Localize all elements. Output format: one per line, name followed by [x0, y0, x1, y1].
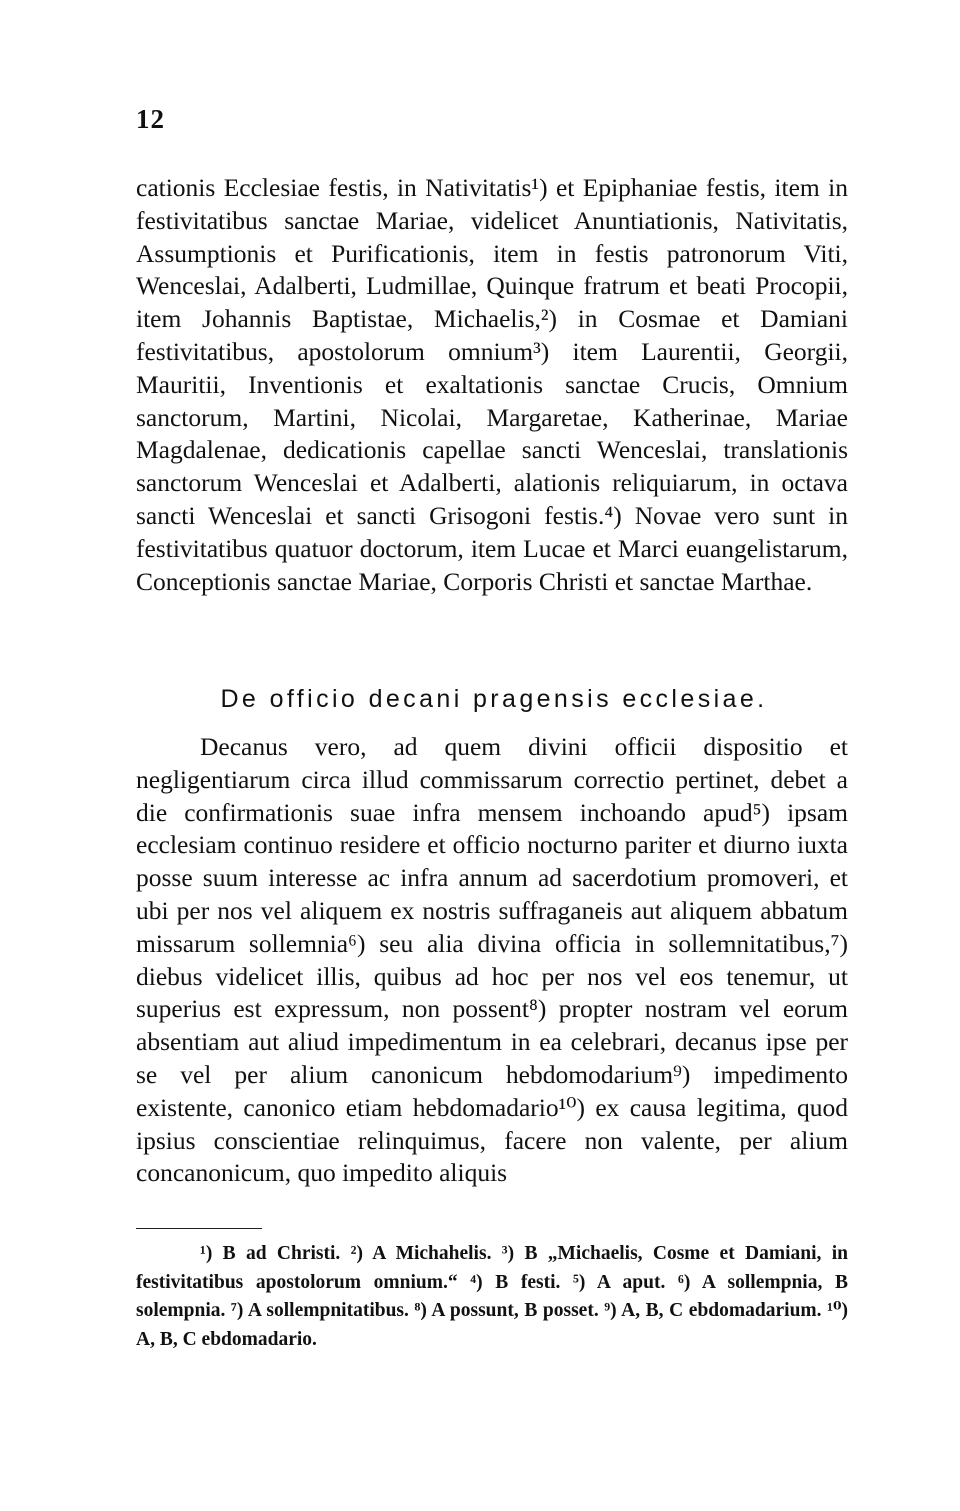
footnotes: ¹) B ad Christi. ²) A Michahelis. ³) B „Michaelis, Cosme et Damiani, in festivitatibus apostolorum omnium.“ ⁴) B festi. ⁵) A aput. ⁶) A sollempnia, B solempnia. ⁷) A sollempnitatibus. ⁸) A possunt, B posset. ⁹) A, B, C ebdomadarium. ¹⁰) A, B, C ebdomadario. [136, 1243, 848, 1350]
page-number: 12 [136, 104, 165, 134]
section-heading: De officio decani pragensis ecclesiae. [220, 685, 768, 713]
footnote-separator [136, 1228, 262, 1229]
body-paragraph-2: Decanus vero, ad quem divini officii dispositio et negligentiarum circa illud commissarum correctio pertinet, debet a die confirmationis suae infra mensem inchoando apud⁵) ipsam ecclesiam continuo residere et officio nocturno pariter et diurno iuxta posse suum interesse ac infra annum ad sacerdotium promoveri, et ubi per nos vel aliquem ex nostris suffraganeis aut aliquem abbatum missarum sollemnia⁶) seu alia divina officia in sollemnitatibus,⁷) diebus videlicet illis, quibus ad hoc per nos vel eos tenemur, ut superius est expressum, non possent⁸) propter nostram vel eorum absentiam aut aliud impedimentum in ea celebrari, decanus ipse per se vel per alium canonicum hebdomodarium⁹) impedimento existente, canonico etiam hebdomadario¹⁰) ex causa legitima, quod ipsius conscientiae relinquimus, facere non valente, per alium concanonicum, quo impedito aliquis [136, 732, 848, 1188]
body-paragraph-1: cationis Ecclesiae festis, in Nativitatis¹) et Epiphaniae festis, item in festivitatibus sanctae Mariae, videlicet Anuntiationis, Nativitatis, Assumptionis et Purificationis, item in festis patronorum Viti, Wenceslai, Adalberti, Ludmillae, Quinque fratrum et beati Procopii, item Johannis Baptistae, Michaelis,²) in Cosmae et Damiani festivitatibus, apostolorum omnium³) item Laurentii, Georgii, Mauritii, Inventionis et exaltationis sanctae Crucis, Omnium sanctorum, Martini, Nicolai, Margaretae, Katherinae, Mariae Magdalenae, dedicationis capellae sancti Wenceslai, translationis sanctorum Wenceslai et Adalberti, alationis reliquiarum, in octava sancti Wenceslai et sancti Grisogoni festis.⁴) Novae vero sunt in festivitatibus quatuor doctorum, item Lucae et Marci euangelistarum, Conceptionis sanctae Mariae, Corporis Christi et sanctae Marthae. [136, 173, 848, 596]
